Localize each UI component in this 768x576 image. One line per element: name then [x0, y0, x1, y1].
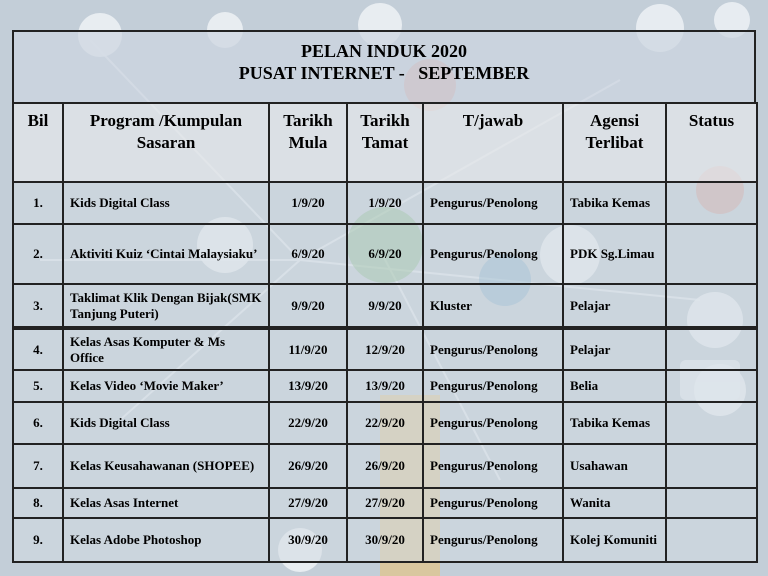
cell-program: Aktiviti Kuiz ‘Cintai Malaysiaku’	[63, 224, 269, 284]
cell-status	[666, 328, 757, 370]
cell-agensi: Tabika Kemas	[563, 182, 666, 224]
cell-agensi: Pelajar	[563, 328, 666, 370]
cell-mula: 6/9/20	[269, 224, 347, 284]
cell-tamat: 26/9/20	[347, 444, 423, 488]
table-row	[13, 370, 757, 402]
cell-mula: 30/9/20	[269, 518, 347, 562]
cell-program: Kelas Asas Internet	[63, 488, 269, 518]
cell-agensi: Usahawan	[563, 444, 666, 488]
title-line-1: PELAN INDUK 2020	[300, 41, 467, 61]
cell-status	[666, 182, 757, 224]
cell-tamat: 1/9/20	[347, 182, 423, 224]
cell-status	[666, 444, 757, 488]
col-status: Status	[666, 103, 757, 182]
title-line-2: PUSAT INTERNET - SEPTEMBER	[238, 63, 530, 83]
cell-tamat: 6/9/20	[347, 224, 423, 284]
cell-tamat: 9/9/20	[347, 284, 423, 328]
table-row	[13, 182, 757, 224]
cell-bil: 2.	[13, 224, 63, 284]
cell-bil: 5.	[13, 370, 63, 402]
cell-tjawab: Pengurus/Penolong	[423, 518, 563, 562]
col-program: Program /Kumpulan Sasaran	[63, 103, 269, 182]
cell-agensi: PDK Sg.Limau	[563, 224, 666, 284]
cell-tamat: 27/9/20	[347, 488, 423, 518]
cell-agensi: Kolej Komuniti	[563, 518, 666, 562]
table-row	[13, 328, 757, 370]
cell-bil: 3.	[13, 284, 63, 328]
col-tjawab: T/jawab	[423, 103, 563, 182]
cell-tjawab: Pengurus/Penolong	[423, 488, 563, 518]
table-row	[13, 518, 757, 562]
cell-program: Kids Digital Class	[63, 182, 269, 224]
cell-agensi: Tabika Kemas	[563, 402, 666, 444]
cell-bil: 1.	[13, 182, 63, 224]
cell-status	[666, 224, 757, 284]
cell-agensi: Belia	[563, 370, 666, 402]
table-row	[13, 488, 757, 518]
col-tarikh-mula: Tarikh Mula	[269, 103, 347, 182]
cell-tamat: 30/9/20	[347, 518, 423, 562]
cell-tamat: 22/9/20	[347, 402, 423, 444]
table-row	[13, 224, 757, 284]
cell-bil: 4.	[13, 328, 63, 370]
cell-bil: 9.	[13, 518, 63, 562]
cell-mula: 22/9/20	[269, 402, 347, 444]
cell-tjawab: Pengurus/Penolong	[423, 182, 563, 224]
cell-mula: 26/9/20	[269, 444, 347, 488]
cell-agensi: Pelajar	[563, 284, 666, 328]
cell-tjawab: Kluster	[423, 284, 563, 328]
cell-program: Kelas Asas Komputer & Ms Office	[63, 328, 269, 370]
cell-status	[666, 370, 757, 402]
cell-tjawab: Pengurus/Penolong	[423, 402, 563, 444]
cell-program: Kelas Keusahawanan (SHOPEE)	[63, 444, 269, 488]
cell-agensi: Wanita	[563, 488, 666, 518]
col-agensi: Agensi Terlibat	[563, 103, 666, 182]
cell-tjawab: Pengurus/Penolong	[423, 328, 563, 370]
cell-program: Kelas Adobe Photoshop	[63, 518, 269, 562]
cell-program: Kelas Video ‘Movie Maker’	[63, 370, 269, 402]
cell-mula: 9/9/20	[269, 284, 347, 328]
cell-bil: 7.	[13, 444, 63, 488]
master-plan-slide	[12, 30, 756, 560]
cell-tamat: 13/9/20	[347, 370, 423, 402]
cell-mula: 13/9/20	[269, 370, 347, 402]
cell-status	[666, 402, 757, 444]
schedule-table	[12, 102, 758, 563]
table-row	[13, 444, 757, 488]
cell-status	[666, 488, 757, 518]
cell-tamat: 12/9/20	[347, 328, 423, 370]
cell-bil: 8.	[13, 488, 63, 518]
cell-program: Kids Digital Class	[63, 402, 269, 444]
cell-mula: 11/9/20	[269, 328, 347, 370]
cell-program: Taklimat Klik Dengan Bijak(SMK Tanjung Puteri)	[63, 284, 269, 328]
table-row	[13, 402, 757, 444]
col-tarikh-tamat: Tarikh Tamat	[347, 103, 423, 182]
slide-title	[12, 30, 756, 102]
cell-status	[666, 284, 757, 328]
cell-mula: 27/9/20	[269, 488, 347, 518]
cell-status	[666, 518, 757, 562]
table-header-row	[13, 103, 757, 182]
cell-bil: 6.	[13, 402, 63, 444]
cell-tjawab: Pengurus/Penolong	[423, 444, 563, 488]
col-bil: Bil	[13, 103, 63, 182]
cell-mula: 1/9/20	[269, 182, 347, 224]
cell-tjawab: Pengurus/Penolong	[423, 224, 563, 284]
cell-tjawab: Pengurus/Penolong	[423, 370, 563, 402]
table-row	[13, 284, 757, 328]
